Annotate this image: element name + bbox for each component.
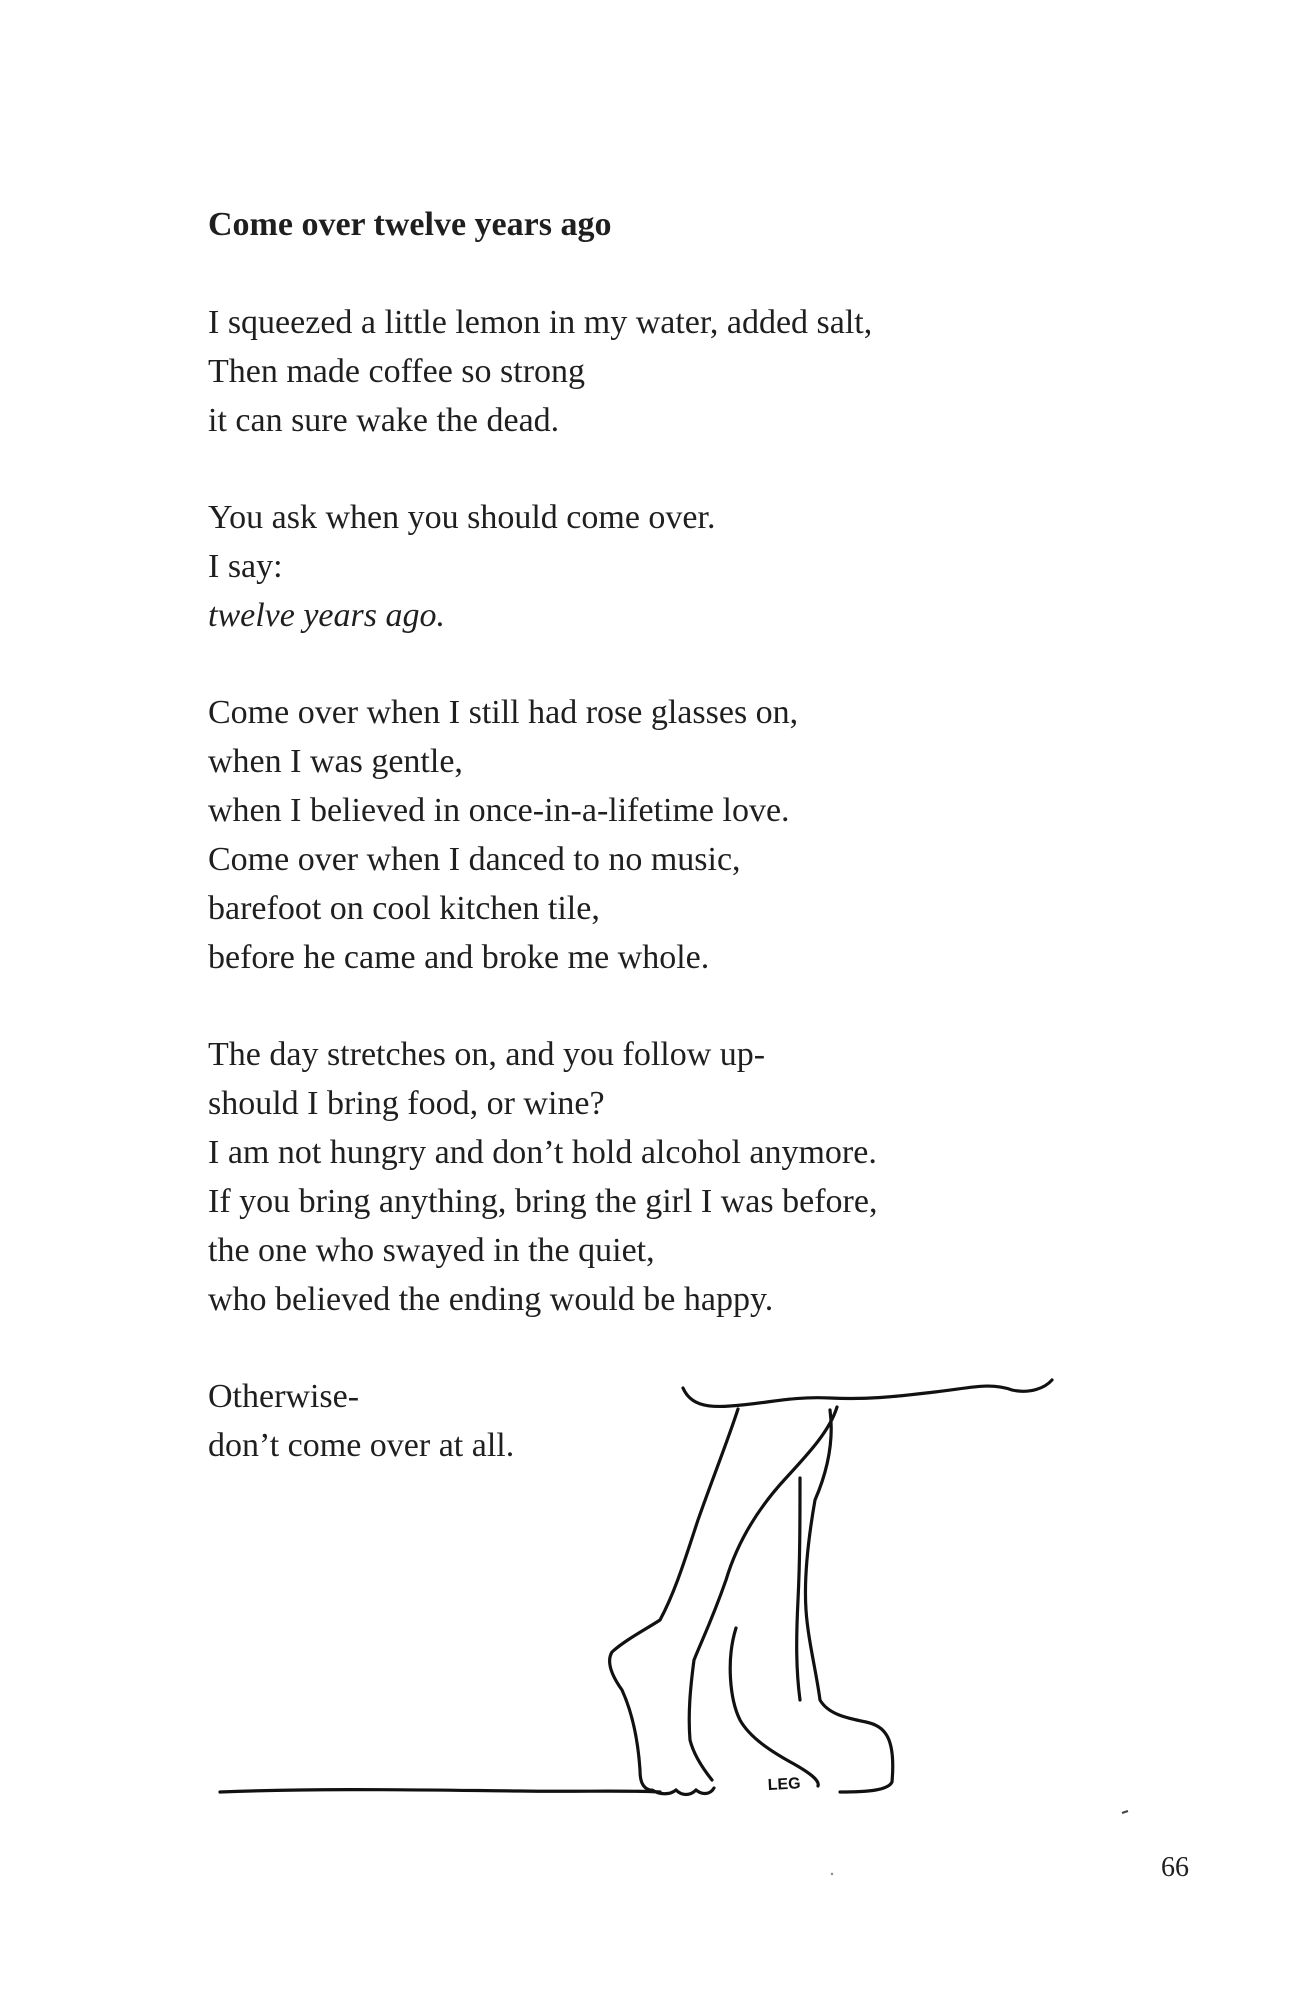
poem-title: Come over twelve years ago (208, 206, 612, 243)
front-heel (730, 1628, 818, 1786)
artist-signature: LEG (767, 1775, 802, 1794)
stray-dot (831, 1873, 833, 1875)
poem-line: before he came and broke me whole. (208, 939, 710, 976)
front-leg-inner (797, 1478, 800, 1700)
poem-line: If you bring anything, bring the girl I was before, (208, 1183, 878, 1220)
poem-line: You ask when you should come over. (208, 499, 716, 536)
page-number: 66 (1161, 1852, 1189, 1883)
poem-line: Then made coffee so strong (208, 353, 586, 390)
poem-line: when I believed in once-in-a-lifetime love. (208, 792, 790, 829)
stanza-5 (208, 1372, 988, 1470)
stray-mark (1122, 1811, 1128, 1813)
poem-line: I am not hungry and don’t hold alcohol anymore. (208, 1134, 877, 1171)
poem-line: should I bring food, or wine? (208, 1085, 605, 1122)
ground-line (220, 1790, 660, 1792)
poem (208, 200, 988, 1470)
poem-line: Otherwise- (208, 1378, 360, 1415)
stanza-4 (208, 1030, 988, 1324)
poem-line: I squeezed a little lemon in my water, added salt, (208, 304, 873, 341)
stanza-3 (208, 688, 988, 982)
poem-line: who believed the ending would be happy. (208, 1281, 774, 1318)
poem-line: barefoot on cool kitchen tile, (208, 890, 600, 927)
poem-line: I say: (208, 548, 283, 585)
stanza-1 (208, 298, 988, 445)
poem-line: don’t come over at all. (208, 1427, 515, 1464)
stanza-2 (208, 493, 988, 640)
poem-line-italic: twelve years ago. (208, 597, 445, 634)
poem-line: Come over when I danced to no music, (208, 841, 741, 878)
poem-line: when I was gentle, (208, 743, 463, 780)
poem-line: it can sure wake the dead. (208, 402, 560, 439)
poem-line: the one who swayed in the quiet, (208, 1232, 655, 1269)
poem-line: The day stretches on, and you follow up- (208, 1036, 766, 1073)
toes (652, 1788, 714, 1795)
poem-line: Come over when I still had rose glasses on, (208, 694, 799, 731)
